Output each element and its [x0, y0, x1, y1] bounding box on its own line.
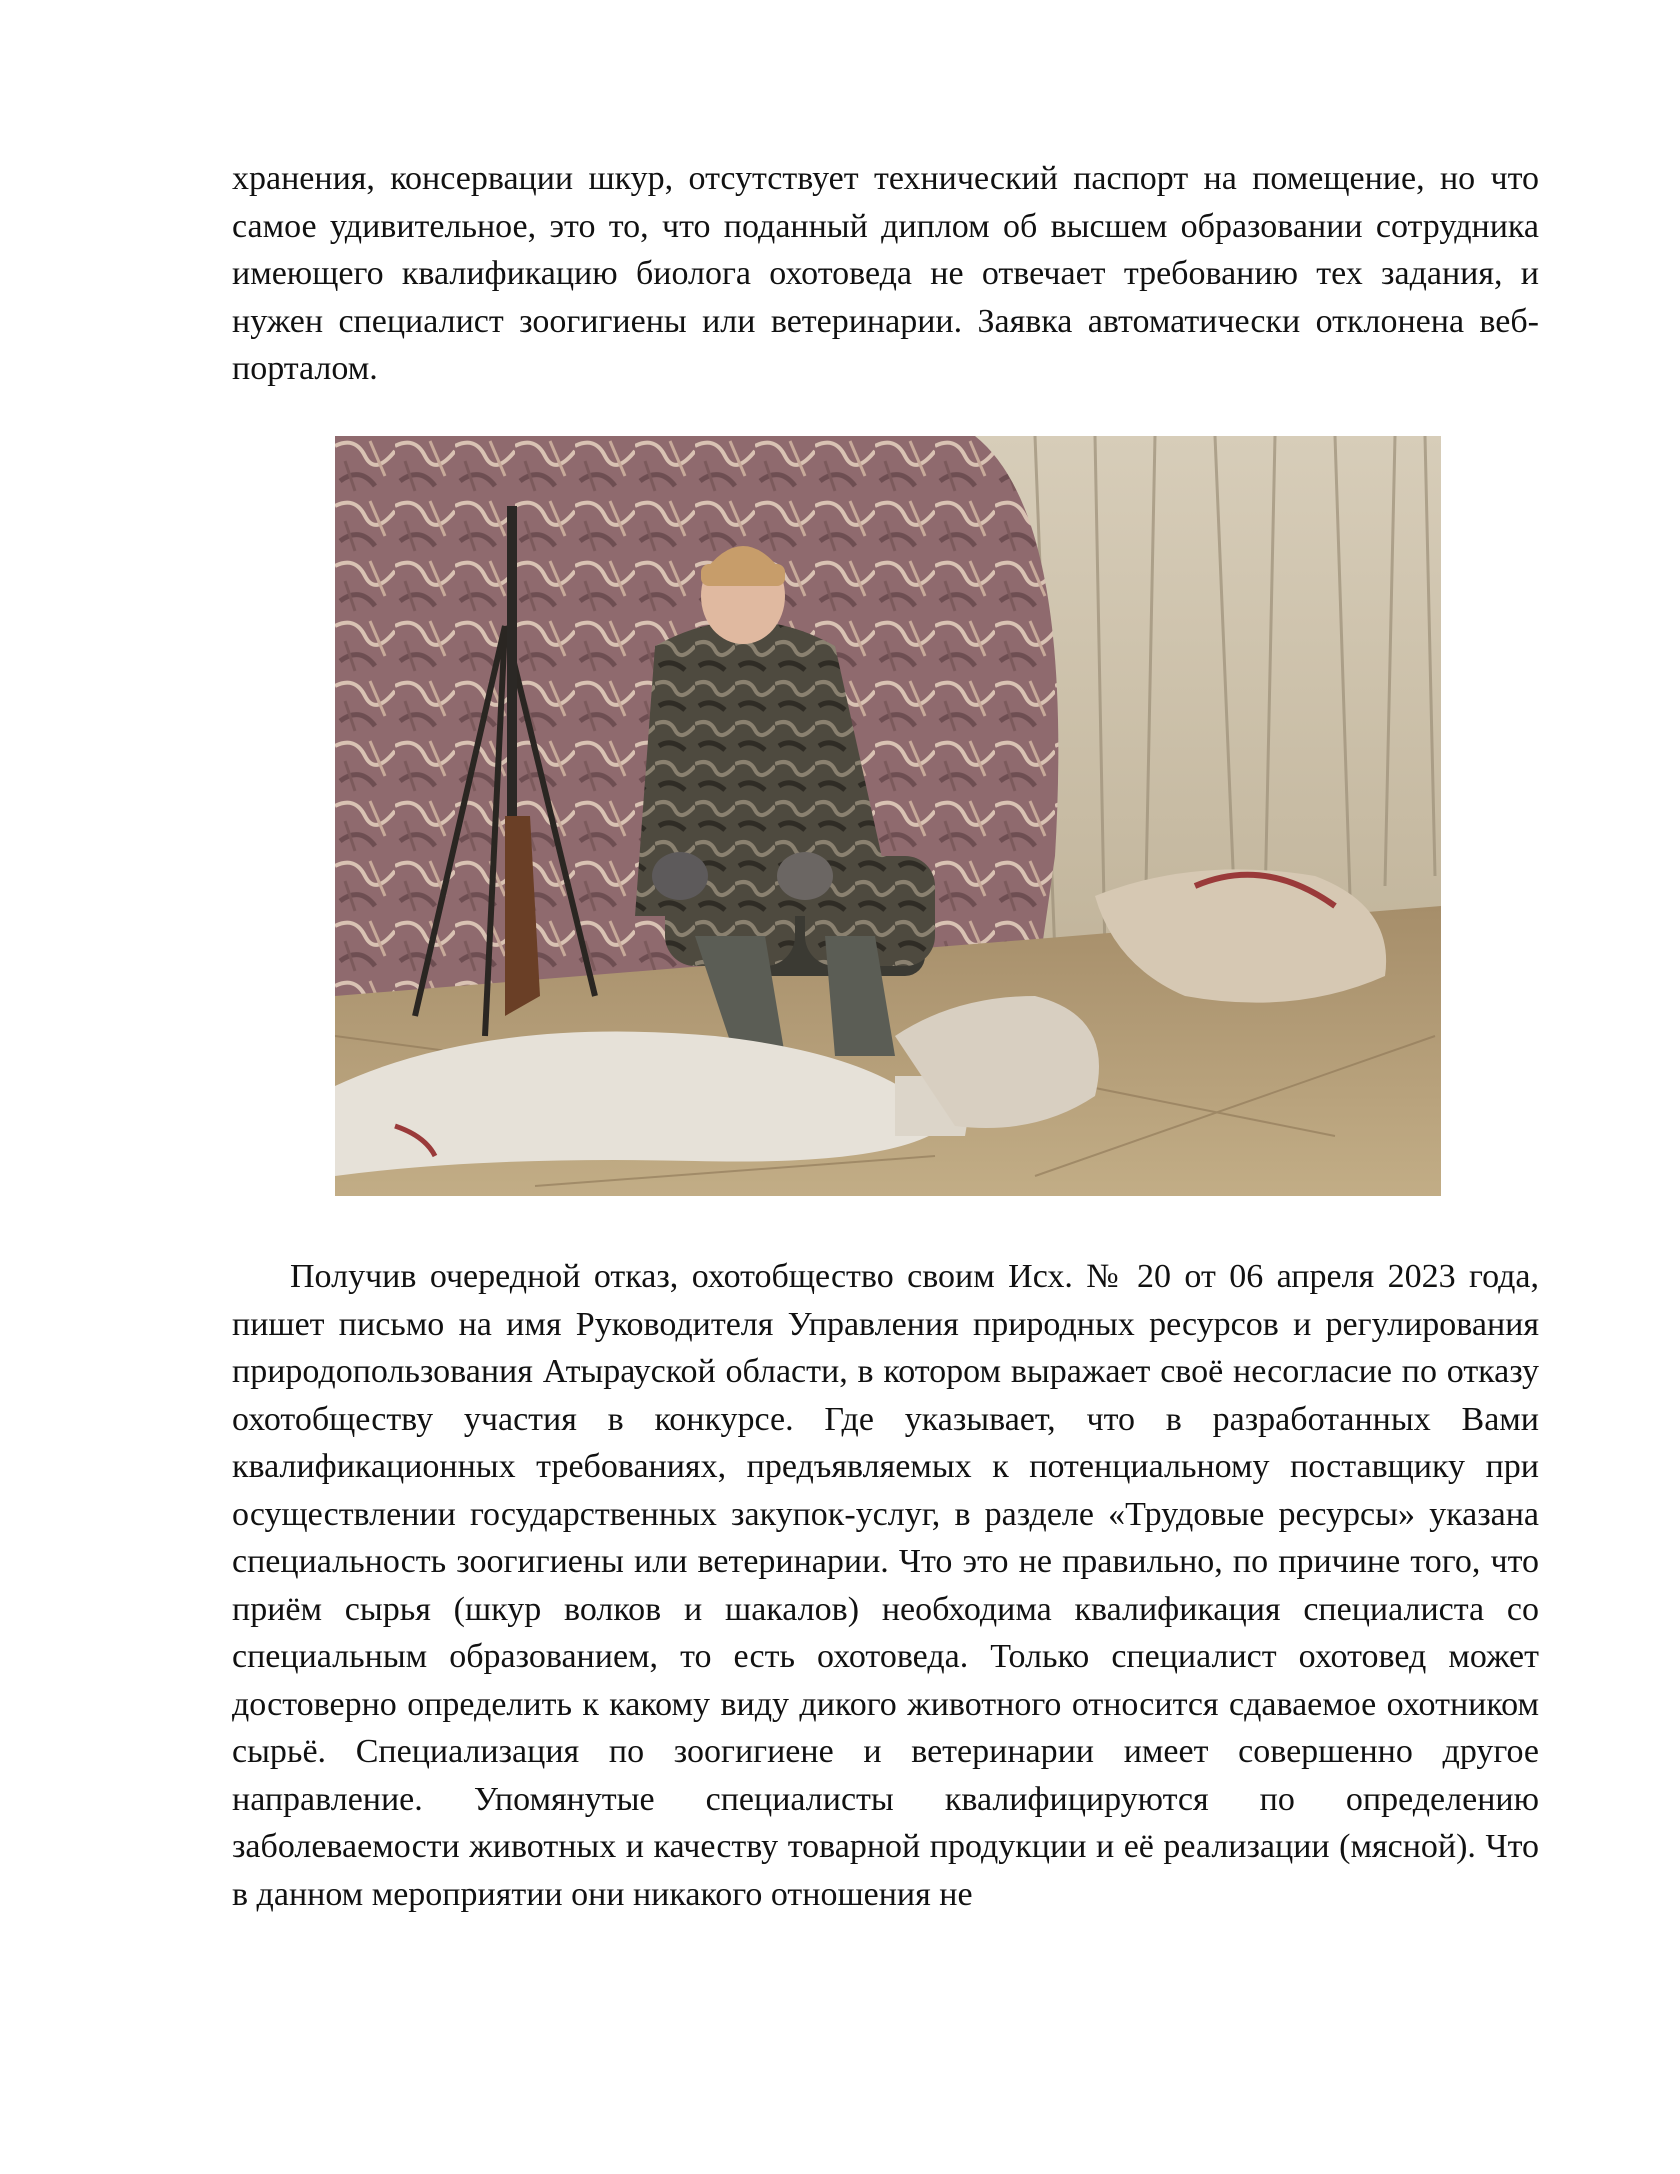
hunting-photo — [335, 436, 1441, 1196]
paragraph-continuation: хранения, консервации шкур, отсутствует технический паспорт на помещение, но что самое удивительное, это то, что поданный диплом об высшем образовании сотрудника имеющего квалификацию биолога охотоведа не отвечает требованию тех задания, и нужен специалист зоогигиены или ветеринарии. Заявка автоматически отклонена веб-порталом. — [232, 160, 1539, 387]
paragraph-main: Получив очередной отказ, охотобщество своим Исх. № 20 от 06 апреля 2023 года, пишет письмо на имя Руководителя Управления природных ресурсов и регулирования природопользования Атырауской области, в котором выражает своё несогласие по отказу охотобществу участия в конкурсе. Где указывает, что в разработанных Вами квалификационных требованиях, предъявляемых к потенциальному поставщику при осуществлении государственных закупок-услуг, в разделе «Трудовые ресурсы» указана специальность зоогигиены или ветеринарии. Что это не правильно, по причине того, что приём сырья (шкур волков и шакалов) необходима квалификация специалиста со специальным образованием, то есть охотоведа. Только специалист охотовед может достоверно определить к какому виду дикого животного относится сдаваемое охотником сырьё. Специализация по зоогигиене и ветеринарии имеет совершенно другое направление. Упомянутые специалисты квалифицируются по определению заболеваемости животных и качеству товарной продукции и её реализации (мясной). Что в данном мероприятии они никакого отношения не — [232, 1258, 1539, 1913]
photo-illustration — [335, 436, 1441, 1196]
